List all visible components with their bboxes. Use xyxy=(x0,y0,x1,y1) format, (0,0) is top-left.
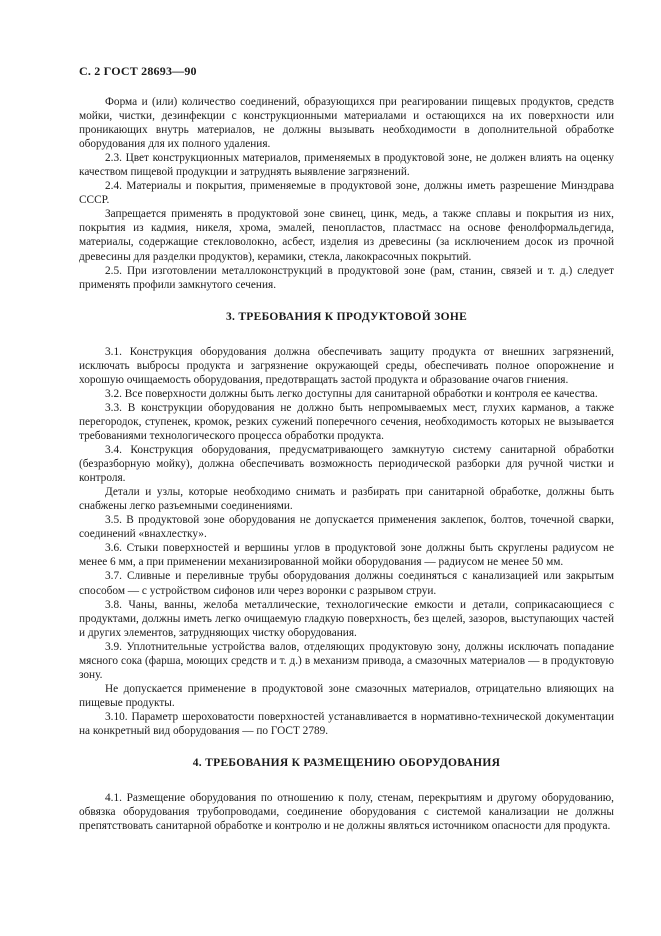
paragraph: Форма и (или) количество соединений, образующихся при реагировании пищевых продуктов, средств мойки, чистки, дезинфекции с конструкционными материалами и остающихся на их поверхности или проникающих внутрь материалов, не должны вызывать необходимости в дополнительной обработке оборудования для их полного удаления. xyxy=(79,96,614,151)
paragraph-3-9: 3.9. Уплотнительные устройства валов, отделяющих продуктовую зону, должны исключать попадание мясного сока (фарша, моющих средств и т. д.) в механизм привода, а смазочных материалов — в продуктовую зону. xyxy=(79,640,614,681)
paragraph-2-5: 2.5. При изготовлении металлоконструкций в продуктовой зоне (рам, станин, связей и т. д.) следует применять профили замкнутого сечения. xyxy=(79,264,614,291)
paragraph: Детали и узлы, которые необходимо снимать и разбирать при санитарной обработке, должны быть снабжены легко разъемными соединениями. xyxy=(79,486,614,513)
section-4-heading: 4. ТРЕБОВАНИЯ К РАЗМЕЩЕНИЮ ОБОРУДОВАНИЯ xyxy=(192,757,501,770)
paragraph: Не допускается применение в продуктовой зоне смазочных материалов, отрицательно влияющих на пищевые продукты. xyxy=(79,682,614,709)
paragraph-2-4: 2.4. Материалы и покрытия, применяемые в продуктовой зоне, должны иметь разрешение Минздрава СССР. xyxy=(79,180,614,207)
paragraph-3-1: 3.1. Конструкция оборудования должна обеспечивать защиту продукта от внешних загрязнений, исключать выбросы продукта и загрязнение окружающей среды, обеспечивать полное опорожнение и хорошую очищаемость оборудования, предотвращать застой продукта и образование очагов гниения. xyxy=(79,345,614,386)
section-3-heading: 3. ТРЕБОВАНИЯ К ПРОДУКТОВОЙ ЗОНЕ xyxy=(225,310,468,323)
document-body xyxy=(79,95,614,833)
paragraph-3-7: 3.7. Сливные и переливные трубы оборудования должны соединяться с канализацией или закрытым способом — с устройством сифонов или через воронки с разрывом струи. xyxy=(79,570,614,597)
page-header: С. 2 ГОСТ 28693—90 xyxy=(79,64,197,78)
paragraph-3-10: 3.10. Параметр шероховатости поверхностей устанавливается в нормативно-технической документации на конкретный вид оборудования — по ГОСТ 2789. xyxy=(79,710,614,737)
paragraph-3-4: 3.4. Конструкция оборудования, предусматривающего замкнутую систему санитарной обработки (безразборную мойку), должна обеспечивать возможность периодической разборки для ручной чистки и контроля. xyxy=(79,444,614,485)
paragraph-3-5: 3.5. В продуктовой зоне оборудования не допускается применения заклепок, болтов, точечной сварки, соединений «внахлестку». xyxy=(79,514,614,541)
paragraph: Запрещается применять в продуктовой зоне свинец, цинк, медь, а также сплавы и покрытия из них, покрытия из кадмия, никеля, хрома, эмалей, пенопластов, пластмасс на основе фенолформальдегида, материалы, содержащие стекловолокно, асбест, изделия из древесины (за исключением досок из прочной древесины для разделки продуктов), керамики, стекла, лакокрасочных покрытий. xyxy=(79,208,614,263)
paragraph-3-2: 3.2. Все поверхности должны быть легко доступны для санитарной обработки и контроля ее качества. xyxy=(105,387,598,400)
paragraph-4-1: 4.1. Размещение оборудования по отношению к полу, стенам, перекрытиям и другому оборудованию, обвязка оборудования трубопроводами, соединение оборудования с системой канализации не должны препятствовать санитарной обработке и контролю и не должны являться источником опасности для продукта. xyxy=(79,792,614,833)
paragraph-2-3: 2.3. Цвет конструкционных материалов, применяемых в продуктовой зоне, не должен влиять на оценку качеством пищевой продукции и затруднять выявление загрязнений. xyxy=(79,152,614,179)
paragraph-3-8: 3.8. Чаны, ванны, желоба металлические, технологические емкости и детали, соприкасающиеся с продуктами, должны иметь легко очищаемую гладкую поверхность, без щелей, зазоров, выступающих частей и других элементов, затрудняющих чистку оборудования. xyxy=(79,598,614,639)
paragraph-3-3: 3.3. В конструкции оборудования не должно быть непромываемых мест, глухих карманов, а также перегородок, ступенек, кромок, резких сужений поперечного сечения, необходимость которых не вызывается требованиями технологического процесса обработки продукта. xyxy=(79,401,614,442)
paragraph-3-6: 3.6. Стыки поверхностей и вершины углов в продуктовой зоне должны быть скруглены радиусом не менее 6 мм, а при применении механизированной мойки оборудования — радиусом не менее 50 мм. xyxy=(79,542,614,569)
